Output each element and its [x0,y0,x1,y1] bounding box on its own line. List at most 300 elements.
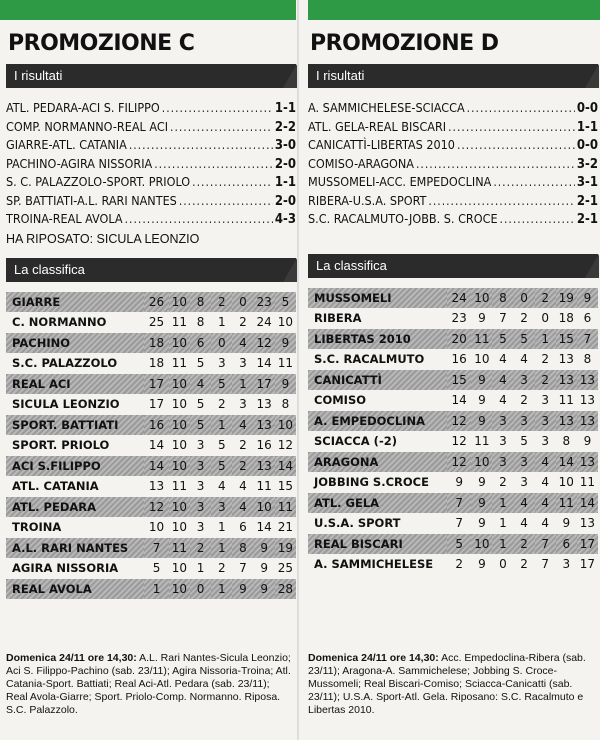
team-stat: 11 [474,434,490,449]
team-stat: 1 [492,534,513,555]
team-name: ATL. CATANIA [12,479,99,494]
team-stat: 9 [577,288,598,309]
team-stat: 3 [196,520,205,535]
team-name: PACHINO [6,333,144,354]
section-title: PROMOZIONE D [310,31,499,56]
team-stat: 10 [471,452,492,473]
team-stat: 13 [558,352,574,367]
team-stat: 1 [217,315,226,330]
results-list [6,100,296,230]
standings-row [308,554,598,575]
team-name: RIBERA [314,311,362,326]
standings-row [6,415,296,436]
match-name: ATL. GELA-REAL BISCARI [308,118,447,134]
team-points: 1 [144,579,169,600]
match-name: MUSSOMELI-ACC. EMPEDOCLINA [308,174,492,189]
team-points: 26 [144,292,169,313]
team-stat: 16 [256,438,272,453]
team-stat: 8 [492,288,513,309]
standings-table [308,288,598,575]
result-row [6,174,296,193]
promozione-c-column [6,0,296,740]
team-stat: 10 [471,288,492,309]
team-stat: 7 [239,561,247,576]
team-stat: 3 [541,434,549,449]
team-stat: 0 [499,557,507,572]
team-stat: 6 [556,534,577,555]
team-stat: 5 [217,438,226,453]
standings-header: La classifica [308,254,598,278]
team-stat: 3 [514,452,535,473]
team-stat: 4 [520,352,528,367]
standings-row [6,374,296,395]
team-stat: 5 [492,329,513,350]
green-header-bar [0,0,296,20]
team-points: 7 [455,516,463,531]
team-stat: 5 [196,397,205,412]
team-stat: 5 [520,434,528,449]
standings-row [6,456,296,477]
team-stat: 11 [256,479,272,494]
match-score: 3-0 [274,138,296,153]
team-stat: 25 [277,561,294,576]
leader-dots [493,175,575,189]
team-points: 12 [451,434,467,449]
standings-row [308,493,598,514]
team-stat: 1 [196,561,205,576]
team-stat: 17 [579,557,596,572]
team-name: CANICATTÌ [308,370,447,391]
team-stat: 10 [169,579,190,600]
standings-header: La classifica [6,258,296,282]
team-stat: 2 [541,352,549,367]
team-points: 5 [152,561,161,576]
leader-dots [154,157,273,171]
team-stat: 9 [254,579,275,600]
team-stat: 1 [211,579,232,600]
team-stat: 11 [558,393,574,408]
team-stat: 2 [190,538,211,559]
team-stat: 10 [169,374,190,395]
team-stat: 17 [254,374,275,395]
team-stat: 5 [275,292,296,313]
team-points: 7 [144,538,169,559]
team-points: 18 [144,333,169,354]
team-stat: 9 [478,311,486,326]
team-points: 12 [447,452,471,473]
team-stat: 4 [217,479,226,494]
team-points: 12 [144,497,169,518]
team-stat: 11 [556,493,577,514]
team-stat: 10 [169,333,190,354]
standings-row [6,497,296,518]
team-stat: 4 [190,374,211,395]
result-row [308,156,598,175]
team-stat: 1 [535,329,556,350]
team-points: 24 [447,288,471,309]
team-stat: 13 [556,370,577,391]
team-stat: 10 [169,415,190,436]
team-name: A. EMPEDOCLINA [308,411,447,432]
team-stat: 3 [196,438,205,453]
match-name: A. SAMMICHELESE-SCIACCA [308,100,465,115]
column-separator [297,0,299,740]
standings-row [308,349,598,370]
team-points: 7 [447,493,471,514]
leader-dots [457,138,575,152]
team-stat: 4 [520,516,528,531]
team-stat: 3 [492,452,513,473]
team-name: JOBBING S.CROCE [314,475,429,490]
fixtures-date: Domenica 24/11 ore 14,30: [6,652,137,664]
match-score: 0-0 [576,138,598,153]
match-score: 1-1 [274,101,296,116]
team-stat: 8 [190,292,211,313]
team-name: GIARRE [6,292,144,313]
results-header: I risultati [6,64,296,88]
standings-row [308,411,598,432]
next-fixtures [308,652,596,717]
team-points: 23 [451,311,467,326]
promozione-d-column [308,0,598,740]
team-stat: 28 [275,579,296,600]
team-stat: 6 [239,520,247,535]
standings-row [6,538,296,559]
match-name: CANICATTÌ-LIBERTAS 2010 [308,137,455,152]
standings-row [6,476,296,497]
team-stat: 4 [514,493,535,514]
team-stat: 10 [169,497,190,518]
standings-row [6,333,296,354]
result-row [308,100,598,119]
team-name: ATL. PEDARA [6,497,144,518]
leader-dots [416,157,575,171]
team-stat: 10 [171,520,188,535]
team-stat: 13 [254,456,275,477]
team-points: 16 [144,415,169,436]
team-points: 20 [447,329,471,350]
team-stat: 11 [275,497,296,518]
team-stat: 2 [239,438,247,453]
result-row [308,119,598,138]
team-stat: 13 [579,516,596,531]
team-stat: 2 [239,315,247,330]
team-stat: 13 [577,452,598,473]
team-name: AGIRA NISSORIA [12,561,119,576]
team-stat: 0 [541,311,549,326]
team-stat: 11 [171,479,188,494]
match-score: 1-1 [274,175,296,190]
team-stat: 2 [211,292,232,313]
team-stat: 8 [281,397,290,412]
match-name: S.C. RACALMUTO-JOBB. S. CROCE [308,211,498,226]
team-stat: 9 [471,411,492,432]
team-stat: 5 [211,456,232,477]
team-stat: 3 [492,411,513,432]
team-stat: 19 [556,288,577,309]
standings-row [308,308,598,329]
standings-row [308,513,598,534]
team-stat: 10 [275,415,296,436]
section-title: PROMOZIONE C [8,31,195,56]
match-name: SP. BATTIATI-A.L. RARI NANTES [6,192,177,208]
leader-dots [162,101,273,115]
standings-row [6,292,296,313]
team-stat: 3 [190,497,211,518]
team-stat: 3 [514,411,535,432]
team-stat: 4 [492,370,513,391]
team-stat: 13 [577,370,598,391]
team-stat: 14 [256,356,272,371]
standings-row [308,390,598,411]
team-stat: 9 [478,475,486,490]
team-stat: 8 [196,315,205,330]
team-stat: 7 [541,557,549,572]
team-points: 15 [447,370,471,391]
team-points: 17 [148,397,165,412]
team-stat: 15 [277,479,294,494]
team-stat: 12 [254,333,275,354]
result-row [6,100,296,119]
team-stat: 13 [556,411,577,432]
team-stat: 3 [211,497,232,518]
team-name: U.S.A. SPORT [314,516,401,531]
match-name: COMISO-ARAGONA [308,155,414,171]
team-points: 14 [148,438,165,453]
standings-row [6,435,296,456]
team-stat: 3 [499,434,507,449]
match-name: ATL. PEDARA-ACI S. FILIPPO [6,100,160,115]
team-stat: 4 [239,479,247,494]
standings-row [6,579,296,600]
team-stat: 2 [535,370,556,391]
leader-dots [179,194,273,208]
leader-dots [428,194,574,208]
team-stat: 24 [256,315,272,330]
team-stat: 11 [169,538,190,559]
team-points: 14 [144,456,169,477]
team-stat: 1 [211,538,232,559]
leader-dots [467,101,575,115]
team-stat: 13 [254,415,275,436]
team-name: SPORT. PRIOLO [12,438,110,453]
match-score: 2-1 [576,193,598,209]
team-stat: 1 [499,516,507,531]
standings-row [308,452,598,473]
match-score: 2-2 [274,119,296,135]
team-stat: 3 [562,557,571,572]
team-stat: 8 [232,538,253,559]
team-stat: 7 [499,311,507,326]
team-name: A. SAMMICHELESE [314,557,434,572]
standings-row [308,370,598,391]
team-stat: 10 [474,352,490,367]
standings-table [6,292,296,600]
team-stat: 10 [254,497,275,518]
team-stat: 4 [535,452,556,473]
team-stat: 6 [190,333,211,354]
team-stat: 6 [583,311,592,326]
team-stat: 0 [190,579,211,600]
leader-dots [500,212,575,226]
team-stat: 9 [562,516,571,531]
team-stat: 2 [535,288,556,309]
leader-dots [448,120,575,134]
team-stat: 3 [514,370,535,391]
match-name: GIARRE-ATL. CATANIA [6,137,127,152]
team-stat: 4 [541,475,549,490]
team-stat: 2 [232,456,253,477]
match-score: 0-0 [576,101,598,116]
result-row [6,211,296,230]
team-stat: 3 [239,397,247,412]
team-name: REAL AVOLA [6,579,144,600]
next-fixtures [6,652,294,717]
team-points: 5 [447,534,471,555]
match-score: 1-1 [576,119,598,135]
team-stat: 7 [577,329,598,350]
team-stat: 9 [254,538,275,559]
team-stat: 3 [217,356,226,371]
results-header: I risultati [308,64,598,88]
team-stat: 9 [260,561,268,576]
team-stat: 0 [232,292,253,313]
match-name: PACHINO-AGIRA NISSORIA [6,155,153,171]
team-stat: 7 [535,534,556,555]
team-stat: 2 [514,534,535,555]
team-stat: 9 [478,557,486,572]
standings-row [308,431,598,452]
team-stat: 18 [558,311,574,326]
team-stat: 3 [535,411,556,432]
team-stat: 11 [171,315,188,330]
team-stat: 4 [541,516,549,531]
team-stat: 3 [196,479,205,494]
team-stat: 9 [478,393,486,408]
team-stat: 10 [277,315,294,330]
fixtures-text: A.L. Rari Nantes-Sicula Leonzio; Aci S. Filippo-Pachino (sab. 23/11); Agira Nissoria-Troina; Atl. Catania-Sport. Battiati; Real Aci-Atl. Pedara (sab. 23/11); Real Avola-Giarre; Sport. Priolo-Comp. Normanno. Riposa. S.C. Palazzolo. [6,652,291,716]
team-points: 14 [451,393,467,408]
match-score: 4-3 [274,212,296,227]
team-stat: 3 [520,475,528,490]
team-stat: 10 [471,534,492,555]
team-name: REAL BISCARI [308,534,447,555]
green-header-bar [308,0,600,20]
team-points: 10 [148,520,165,535]
team-stat: 12 [277,438,294,453]
team-points: 25 [148,315,165,330]
team-stat: 14 [275,456,296,477]
team-stat: 5 [196,356,205,371]
team-name: SCIACCA (-2) [314,434,397,449]
team-name: MUSSOMELI [308,288,447,309]
team-stat: 4 [535,493,556,514]
team-stat: 21 [277,520,294,535]
team-stat: 11 [171,356,188,371]
standings-row [308,288,598,309]
team-stat: 9 [478,516,486,531]
match-score: 2-0 [274,193,296,209]
team-stat: 1 [492,493,513,514]
team-stat: 0 [211,333,232,354]
team-stat: 10 [171,561,188,576]
team-name: S.C. PALAZZOLO [12,356,118,371]
standings-row [6,353,296,374]
standings-row [6,394,296,415]
leader-dots [170,120,273,134]
standings-row [6,558,296,579]
team-stat: 19 [275,538,296,559]
team-stat: 10 [169,292,190,313]
team-stat: 5 [211,374,232,395]
result-row [308,211,598,230]
team-stat: 4 [499,393,507,408]
team-stat: 10 [558,475,574,490]
team-stat: 5 [514,329,535,350]
match-score: 2-1 [576,212,598,227]
team-stat: 2 [217,561,226,576]
result-row [6,193,296,212]
team-stat: 11 [471,329,492,350]
team-stat: 4 [232,415,253,436]
team-name: COMISO [314,393,366,408]
fixtures-date: Domenica 24/11 ore 14,30: [308,652,439,664]
team-stat: 2 [520,311,528,326]
team-name: TROINA [12,520,62,535]
team-stat: 23 [254,292,275,313]
team-stat: 10 [171,397,188,412]
team-name: ATL. GELA [308,493,447,514]
team-points: 16 [451,352,467,367]
team-stat: 3 [541,393,549,408]
standings-row [6,517,296,538]
team-stat: 11 [277,356,294,371]
team-stat: 10 [171,438,188,453]
standings-row [308,329,598,350]
team-stat: 3 [239,356,247,371]
team-stat: 13 [579,393,596,408]
results-list [308,100,598,230]
team-stat: 15 [556,329,577,350]
team-stat: 3 [190,456,211,477]
team-stat: 8 [583,352,592,367]
result-row [6,119,296,138]
leader-dots [192,175,273,189]
team-stat: 11 [579,475,596,490]
team-name: S.C. RACALMUTO [314,352,425,367]
match-score: 3-1 [576,175,598,190]
team-stat: 9 [583,434,592,449]
team-stat: 9 [275,374,296,395]
team-points: 17 [144,374,169,395]
team-name: SICULA LEONZIO [12,397,120,412]
team-stat: 2 [499,475,507,490]
team-points: 2 [455,557,463,572]
team-stat: 9 [232,579,253,600]
team-name: ARAGONA [308,452,447,473]
team-stat: 14 [577,493,598,514]
team-stat: 1 [217,520,226,535]
match-name: TROINA-REAL AVOLA [6,211,123,226]
team-stat: 2 [520,393,528,408]
team-stat: 9 [275,333,296,354]
result-row [6,137,296,156]
match-name: S. C. PALAZZOLO-SPORT. PRIOLO [6,174,191,189]
team-name: ACI S.FILIPPO [6,456,144,477]
fixtures-text: Acc. Empedoclina-Ribera (sab. 23/11); Aragona-A. Sammichelese; Jobbing S. Croce-Mussomeli; Real Biscari-Comiso; Sciacca-Canicatti (sab. 23/11); U.S.A. Sport-Atl. Gela. Riposano: S.C. Racalmuto e Libertas 2010. [308,652,586,716]
team-name: C. NORMANNO [12,315,107,330]
standings-row [308,472,598,493]
